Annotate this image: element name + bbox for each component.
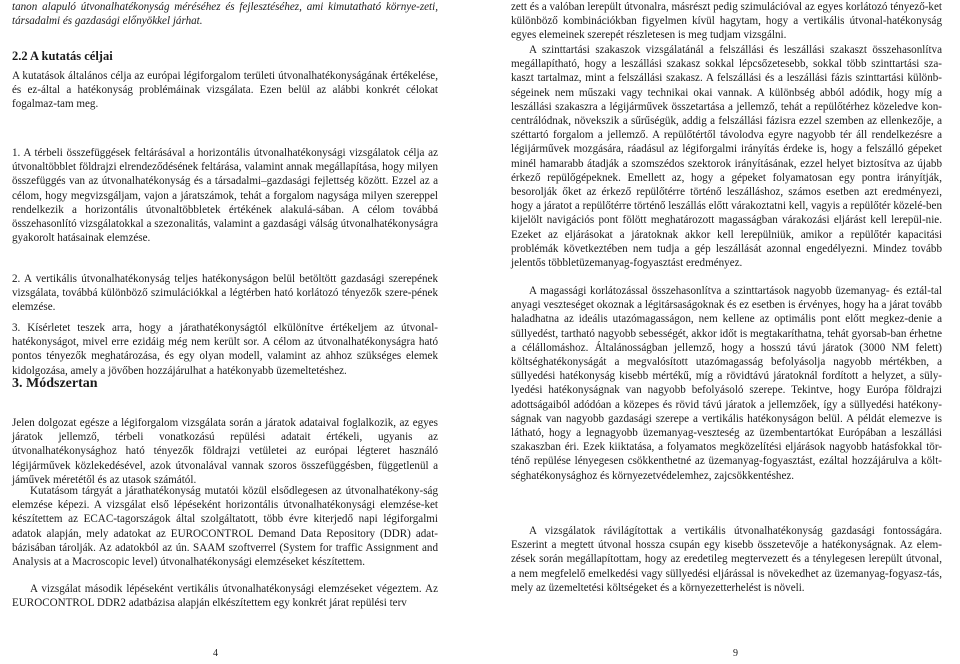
methods-paragraph-2: Kutatásom tárgyát a járathatékonyság mutatói közül elsődlegesen az útvonalhatékony-ság elemzése képezi. A vizsgálat első lépéseként horizontális útvonalhatékonysági elemzése-ket készítettem az ECAC-tagországok által szolgáltatott, több évre kiterjedő napi légiforgalmi adatok alapján, mely adatokat az EUROCONTROL Demand Data Repository (DDR) adat-bázisában tárolják. Az adatokból az ún. SAAM szoftverrel (System for traffic Assignment and Analysis at a Macroscopic level) útvonalhatékonysági elemzéseket készítettem.	[12, 485, 438, 569]
section-heading-methodology: 3. Módszertan	[12, 376, 98, 391]
goals-intro-paragraph: A kutatások általános célja az európai légiforgalom területi útvonalhatékonyságának értékelése, és ez-által a hatékonyság problémáinak vizsgálata. Ezen belül az alábbi konkrét célokat fogalmaz-tam meg.	[12, 70, 438, 111]
right-paragraph-1: zett és a valóban lerepült útvonalra, másrészt pedig szimulációval az egyes korlátozó tényező-ket különböző kombinációkban figyelmen kívül hagytam, hogy a vertikális útvonal-hatékonyság egyes elemeinek szerepét részletesen is meg tudjam vizsgálni.	[511, 1, 942, 42]
goal-1-item: 1. A térbeli összefüggések feltárásával a horizontális útvonalhatékonysági vizsgálatok célja az útvonaltöbblet földrajzi elrendeződésének feltárása, valamint annak megállapítása, hogy milyen összefüggés van az útvonalhatékonyság és a társadalmi–gazdasági fejlettség között. Ezzel az a célom, hogy megvizsgáljam, vajon a járatszámok, tehát a forgalom nagysága milyen szereppel rendelkezik a horizontális útvonaltöbbletek értékének alakulá-sában. A célom továbbá összehasonlító vizsgálatokkal a szezonalitás, valamint a gazdasági válság útvonalhatékonyságra gyakorolt hatásainak elemzése.	[12, 147, 438, 245]
goal-3-item: 3. Kísérletet teszek arra, hogy a járathatékonyságtól elkülönítve értékeljem az útvonal-hatékonyságot, mivel erre ezidáig még nem került sor. A célom az útvonalhatékonyságra ható pontos tényezők meghatározása, és egy olyan modell, valamint az ahhoz szükséges elemek kidolgozása, amely a jövőben hozzájárulhat a hatékonyabb üzemeltetéshez.	[12, 322, 438, 377]
right-paragraph-3: A magassági korlátozással összehasonlítva a szinttartások nagyobb üzemanyag- és eztál-tal anyagi veszteséget okoznak a légitársaságoknak és ez esetben is érvényes, hogy ha a járat tovább haladhatna az ideális utazómagasságon, nem kellene az optimális pont előtt megkez-denie a süllyedést, tartható nagyobb sebességét, akkor időt is megtakaríthatna, tehát gyorsab-ban érhetne a célállomáshoz. Általánosságban jellemző, hogy a hosszú távú járatok (3000 NM felett) költséghatékonyságát a megvalósított utazómagasság befolyásolja nagyobb mértékben, a süllyedési hatékonyság kisebb mértékű, míg a rövidtávú járatoknál fordított a helyzet, a süly-lyedési hatékonyságnak van nagyobb befolyásoló szerepe. Tekintve, hogy Európa földrajzi adottságaiból adódóan a közepes és rövid távú járatok a jellemzőek, így a süllyedési hatékony-ságnak van nagyobb gazdasági szerepe a vertikális hatékonyságon belül. A példát elemezve is látható, hogy a legnagyobb üzemanyag-veszteség az üzembentartókat Európában a leszállási szakaszban éri. Ezek kiiktatása, a folyamatos megközelítési eljárások nagyobb hatásfokkal tör-ténő repülése lényegesen csökkenthetné az üzemanyag-fogyasztást, ezáltal hozzájárulva a költ-séghatékonysághoz és környezetvédelemhez, zajcsökkentéshez.	[511, 285, 942, 482]
goal-2-item: 2. A vertikális útvonalhatékonyság teljes hatékonyságon belül betöltött gazdasági szerepének vizsgálata, továbbá különböző szimulációkkal a légtérben ható korlátozó tényezők szere-pének elemzése.	[12, 273, 438, 314]
section-heading-research-goals: 2.2 A kutatás céljai	[12, 49, 113, 63]
page-number-left: 4	[213, 648, 218, 659]
right-page	[480, 0, 960, 664]
methods-paragraph-3: A vizsgálat második lépéseként vertikális útvonalhatékonysági elemzéseket végeztem. Az EUROCONTROL DDR2 adatbázisa alapján elkészítettem egy konkrét járat repülési terv	[12, 583, 438, 610]
intro-italic-paragraph: tanon alapuló útvonalhatékonyság méréséhez és fejlesztéséhez, ami kimutatható környe-zeti, társadalmi és gazdasági előnyökkel járhat.	[12, 1, 438, 28]
methods-paragraph-1: Jelen dolgozat egésze a légiforgalom vizsgálata során a járatok adataival foglalkozik, az egyes járatok jellemző, térbeli vonatkozású repülési adatait értékeli, ugyanis az útvonalhatékonysághoz ható tényezők földrajzi vetületei az európai légteret használó légijárművek közlekedésével, azok útvonalával vannak szoros összefüggésben, függetlenül a jáművek méretétől és az utasok számától.	[12, 417, 438, 486]
right-paragraph-4: A vizsgálatok rávilágítottak a vertikális útvonalhatékonyság gazdasági fontosságára. Eszerint a megtett útvonal hossza csupán egy kisebb összetevője a hatékonyságnak. Az elem-zések során megállapítottam, hogy az eredetileg megtervezett és a ténylegesen lerepült útvonal, a nem megfelelő emelkedési vagy süllyedési eljárással is növekedhet az üzemanyag-fogyasz-tás, mely az üzemeltetési költségeket és a környezetterhelést is növeli.	[511, 525, 942, 594]
right-paragraph-2: A szinttartási szakaszok vizsgálatánál a felszállási és leszállási szakaszt összehasonlítva megállapítható, hogy a leszállási szakasz sokkal lépcsőzetesebb, sokkal több szinttartási sza-kaszt tartalmaz, mint a felszállási szakasz. A felszállási és a leszállási fázis szinttartási különb-ségeinek nem műszaki vagy technikai okai vannak. A különbség abból adódik, hogy míg a leszállási szakaszra a légijárművek összetartása a jellemző, tehát a repülőtérhez közeledve kon-centrálódnak, növekszik a sűrűségük, addig a felszállási fázisra ezzel szemben az ellenkezője, a széttartó forgalom a jellemző. A repülőtértől távolodva egyre nagyobb tér áll rendelkezésre a légijárművek mozgására, ráadásul az légiforgalmi irányítás érdeke is, hogy a felszálló gépeket minél hamarabb átadják a szomszédos szektorok irányításának, ezzel helyet biztosítva az újabb érkező repülőgépeknek. Emellett az, hogy a gépeket folyamatosan egy pontra irányítják, besorolják őket az érkező repülőtérre történő leszálláshoz, számos esetben azt eredményezi, hogy a járatot a repülőtérre történő leszállás előtt várakoztatni kell, vagyis a repülőtér közelé-ben kijelölt navigációs pont fölött meghatározott magasságban várakozási eljárást kell lerepül-nie. Ezeket az eljárásokat a járatoknak akkor kell lerepülniük, amikor a repülőtér kapacitási problémák következtében nem tudja a gép leszállását azonnal engedélyezni. Mindez tovább jelentős többletüzemanyag-fogyasztást eredményez.	[511, 44, 942, 270]
page-number-right: 9	[733, 648, 738, 659]
